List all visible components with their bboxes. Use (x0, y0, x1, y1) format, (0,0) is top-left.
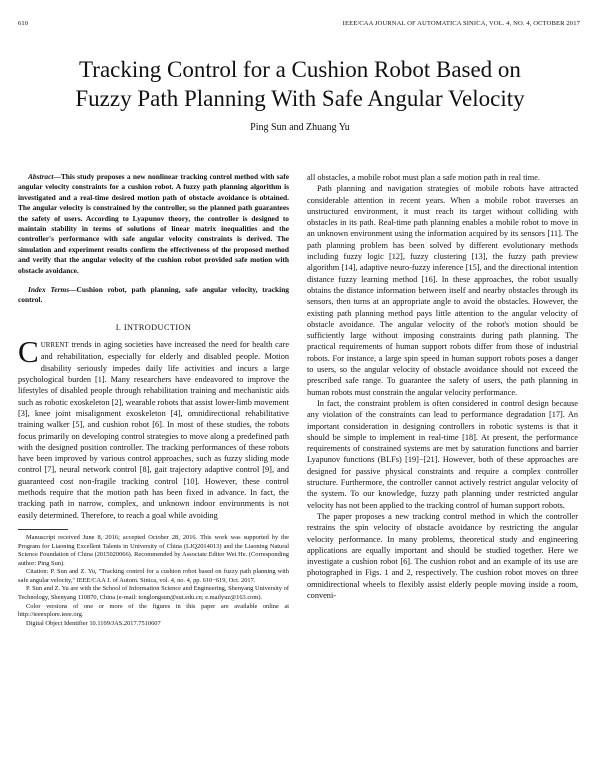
intro-paragraph (18, 334, 289, 521)
footnote-color-versions: Color versions of one or more of the figures in this paper are available online at http://ieeexplore.ieee.org. (18, 602, 289, 619)
paper-title (20, 55, 580, 113)
index-terms (18, 285, 289, 306)
footnote-divider (18, 529, 68, 530)
index-terms-body: —Cushion robot, path planning, safe angular velocity, tracking control. (18, 285, 289, 305)
intro-first-word: URRENT (40, 341, 69, 350)
footnote-citation: Citation: P. Sun and Z. Yu, "Tracking control for a cushion robot based on fuzzy path planning with safe angular velocity," IEEE/CAA J. of Autom. Sinica, vol. 4, no. 4, pp. 610−619, Oct. 2017. (18, 568, 289, 584)
right-column (307, 172, 578, 601)
authors: Ping Sun and Zhuang Yu (250, 122, 350, 133)
running-header (18, 20, 580, 32)
right-paragraph-2: Path planning and navigation strategies of mobile robots have attracted considerable attention in recent years. When a mobile robot traverses an unstructured environment, it must reach its target without colliding with obstacles in its path. Real-time path planning enables a mobile robot to move in an unknown environment using the information acquired by its sensors [11]. The path planning problem has been solved by different evolutionary methods including fuzzy logic [12], fuzzy clustering [13], the fuzzy path preview algorithm [14], adaptive neuro-fuzzy inference [15], and the directional intention distance fuzzy learning method [16]. In these approaches, the robot usually obtains the distance information between itself and nearby obstacles through its sensors, then turns at an appropriate angle to avoid the obstacles. However, the existing path planning method pays little attention to the angular velocity of obstacle avoidance. The angular velocity of the robot's motion should be sufficiently large without imposing constraints during path planning. The practical requirements of human support robots differ from those of industrial robots. For instance, a large spin speed in human support robots poses a danger to users, so the angular velocity of obstacle avoidance should not exceed the prescribed safe range. To guarantee the safety of users, the path planning in human robots must constrain the angular velocity performance. (307, 184, 578, 397)
footnote-doi: Digital Object Identifier 10.1109/JAS.2017.7510607 (26, 619, 161, 627)
right-paragraph-1: all obstacles, a mobile robot must plan a safe motion path in real time. (307, 173, 540, 182)
index-terms-lead: Index Terms (28, 285, 70, 295)
footnote-manuscript: Manuscript received June 8, 2016; accepted October 28, 2016. This work was supported by the Program for Liaoning Excellent Talents in University of China (LJQ2014013) and the Liaoning Natural Science Foundation of China (2015020066). Recommended by Associate Editor Wei He. (Corresponding author: Ping Sun). (18, 533, 289, 567)
left-column (18, 172, 289, 628)
intro-paragraph-text: trends in aging societies have increased the need for health care and rehabilitation, especially for elderly and disabled people. Motion disability seriously impedes daily life activities and incurs a large psychological burden [1]. Many researchers have endeavored to improve the lifestyles of disabled people through rehabilitation training and mechanistic aids such as robotic exoskeleton [2], wearable robots that assist lower-limb movement [3], knee joint misalignment exoskeleton [4], omnidirectional rehabilitative training walker [5], and cushion robot [6]. In most of these studies, the robots focus primarily on developing control strategies to move along a predefined path with the designed position controller. The tracking performances of these robots have been improved by various control approaches, such as fuzzy sliding mode control [7], neural network control [8], gait trajectory adaptive control [9], and guaranteed cost non-fragile tracking control [10]. However, these control methods require that the motion path has been fixed in advance. In fact, the tracking path in narrow, complex, and unknown indoor environments is not easily determined. Therefore, to reach a goal while avoiding (18, 340, 289, 520)
section-heading: I. INTRODUCTION (115, 322, 192, 332)
footnote-affiliation: P. Sun and Z. Yu are with the School of Information Science and Engineering, Shenyang University of Technology, Shenyang 110870, China (e-mail: tonglongsun@sut.edu.cn; e.mailyuz@163.com). (18, 585, 289, 602)
right-paragraph-3: In fact, the constraint problem is often considered in control design because any violation of the constraints can lead to performance degradation [17]. An important consideration in designing controllers in robotic systems is that it should be simple to implement in real-time [18]. At present, the performance requirements of constrained systems are met by saturation functions and barrier Lyapunov functions (BLFs) [19]−[21]. However, both of these approaches are designed for passive physical constraints and require a complex controller structure. Furthermore, the controller cannot actively restrict angular velocity of the system. To our knowledge, fuzzy path planning under restricted angular velocity has not been applied to the tracking control of human support robots. (307, 398, 578, 510)
abstract-lead: Abstract (28, 172, 54, 181)
title-block (20, 55, 580, 133)
title-line-2: Fuzzy Path Planning With Safe Angular Velocity (75, 86, 525, 111)
abstract-body: —This study proposes a new nonlinear tracking control method with safe angular velocity constraints for a cushion robot. A fuzzy path planning algorithm is investigated and a real-time desired motion path of obstacle avoidance is obtained. The angular velocity is constrained by the controller, so the planned path guarantees the safety of users. According to Lyapunov theory, the controller is designed to maintain stability in terms of solutions of linear matrix inequalities and the controller's performance with safe angular velocity constraints is derived. The simulation and experiment results confirm the effectiveness of the proposed method and verify that the angular velocity of the cushion robot provided safe motion with obstacle avoidance. (18, 172, 289, 275)
right-paragraph-4: The paper proposes a new tracking control method in which the controller restrains the spin velocity of obstacle avoidance by restricting the angular velocity performance. In many problems, theoretical study and engineering applications are equally important and should be studied together. Here we investigate a cushion robot [6]. The cushion robot and an example of its use are photographed in Figs. 1 and 2, respectively. The cushion robot moves on three omnidirectional wheels to flexibly assist elderly people moving inside a room, conveni- (307, 511, 578, 600)
journal-header: IEEE/CAA JOURNAL OF AUTOMATICA SINICA, VOL. 4, NO. 4, OCTOBER 2017 (342, 20, 580, 27)
abstract (18, 172, 289, 276)
footnotes (18, 534, 289, 629)
page-number: 610 (18, 20, 29, 27)
title-line-1: Tracking Control for a Cushion Robot Based on (79, 57, 521, 82)
drop-cap: C (18, 334, 39, 370)
